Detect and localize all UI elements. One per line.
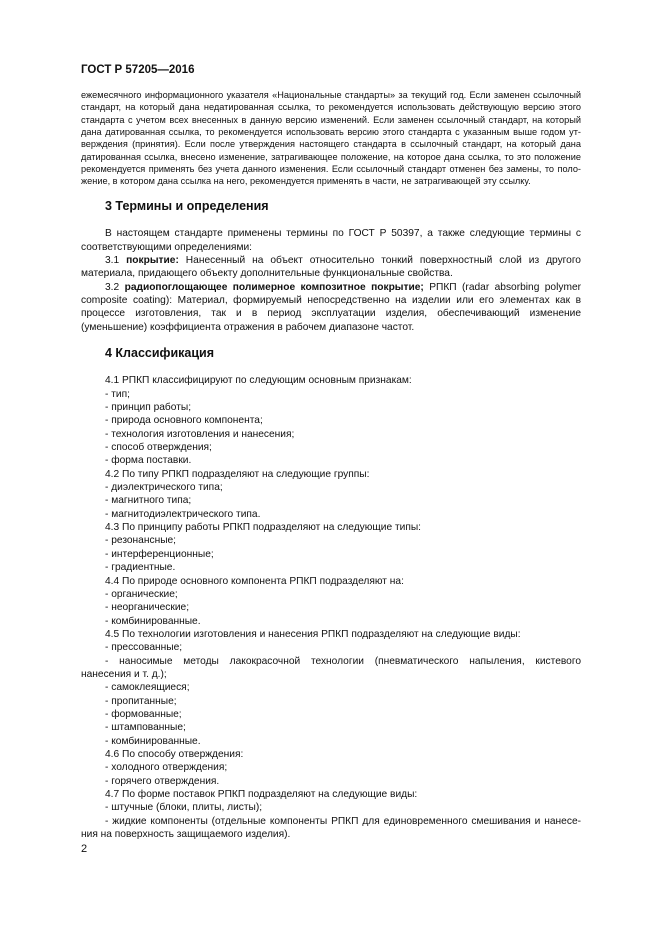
page-number: 2 (81, 843, 88, 855)
section-4-heading: 4 Классификация (105, 346, 215, 360)
list-item: - градиентные. (105, 562, 176, 574)
intro-line: датированная ссылка, внесено изменение, затрагивающее положение, на которое дана ссылка, то это положение (81, 151, 581, 162)
term-3-1-name: покрытие: (126, 255, 179, 267)
list-item: - неорганические; (105, 602, 190, 614)
list-item: - холодного отверждения; (105, 762, 228, 774)
list-item: - способ отверждения; (105, 442, 212, 454)
clause-line: 4.4 По природе основного компонента РПКП подразделяют на: (105, 575, 404, 587)
intro-line: ежемесячного информационного указателя «Национальные стандарты» за текущий год. Если заменен ссылочный (81, 90, 581, 100)
list-item: - форма поставки. (105, 455, 192, 467)
list-item: - магнитного типа; (105, 495, 192, 507)
section-3 (81, 200, 581, 334)
term-3-1-number: 3.1 (105, 255, 120, 267)
clause-line: 4.1 РПКП классифицируют по следующим основным признакам: (105, 375, 412, 387)
section-4 (81, 347, 581, 841)
intro-line: жение, в котором дана ссылка на него, рекомендуется применять в части, не затрагивающей эту ссылку. (81, 176, 531, 187)
term-3-1 (81, 254, 581, 281)
intro-line: дана датированная ссылка, то рекомендуется использовать версию этого стандарта с указанным выше годом ут- (81, 127, 581, 138)
list-item: - комбинированные. (105, 615, 201, 627)
section-3-heading: 3 Термины и определения (105, 199, 269, 213)
list-item: - прессованные; (105, 642, 183, 654)
intro-line: стандарт, на который дана недатированная ссылка, то рекомендуется использовать действующую версию этого (81, 102, 581, 113)
clause-line: 4.3 По принципу работы РПКП подразделяют на следующие типы: (105, 522, 421, 534)
list-item: - тип; (105, 388, 130, 400)
list-item: - природа основного компонента; (105, 415, 263, 427)
list-item: - интерференционные; (105, 548, 214, 560)
section-4-lines (81, 374, 581, 841)
list-item: - магнитодиэлектрического типа. (105, 508, 261, 520)
list-item: - штампованные; (105, 722, 186, 734)
intro-paragraph (81, 89, 581, 188)
term-3-2-name: радиопоглощающее полимерное композитное покрытие; (124, 281, 424, 293)
list-item: - органические; (105, 588, 178, 600)
clause-line: 4.7 По форме поставок РПКП подразделяют на следующие виды: (105, 789, 418, 800)
list-item: нанесения и т. д.); (81, 668, 167, 680)
clause-line: 4.6 По способу отверждения: (105, 748, 244, 760)
document-header: ГОСТ Р 57205—2016 (81, 64, 195, 76)
list-item: - пропитанные; (105, 695, 177, 707)
list-item: - самоклеящиеся; (105, 682, 190, 694)
list-item: - жидкие компоненты (отдельные компоненты РПКП для единовременного смешивания и нанесе- (105, 815, 581, 827)
list-item: - принцип работы; (105, 402, 192, 414)
list-item: - штучные (блоки, плиты, листы); (105, 802, 263, 814)
list-item: - диэлектрического типа; (105, 482, 223, 494)
list-item: - комбинированные. (105, 735, 201, 747)
clause-line: 4.2 По типу РПКП подразделяют на следующие группы: (105, 468, 370, 480)
intro-line: стандарта с учетом всех внесенных в данную версию изменений. Если заменен ссылочный стандарт, на который (81, 114, 581, 125)
list-item: - резонансные; (105, 535, 177, 547)
list-item: - горячего отверждения. (105, 775, 220, 787)
list-item: ния на поверхность защищаемого изделия). (81, 829, 291, 841)
term-3-2 (81, 281, 581, 334)
term-3-2-number: 3.2 (105, 281, 120, 293)
list-item: - наносимые методы лакокрасочной технологии (пневматического напыления, кистевого (105, 655, 581, 667)
clause-line: 4.5 По технологии изготовления и нанесения РПКП подразделяют на следующие виды: (105, 628, 521, 640)
section-3-intro: В настоящем стандарте применены термины по ГОСТ Р 50397, а также следующие термины с соответствующими определениями: (81, 228, 581, 253)
term-3-2-definition: РПКП (radar absorbing polymer composite coating): Материал, формируемый непосредственно на изделии или его элементах как в процессе изготовления, так и в период эксплуатации изделия, обеспечивающий изменение (уменьшение) коэффициента отражения в рабочем диапазоне частот. (81, 281, 581, 333)
list-item: - технология изготовления и нанесения; (105, 428, 295, 440)
term-3-1-definition: Нанесенный на объект относительно тонкий поверхностный слой из другого материала, придающего объекту дополнительные функциональные свойства. (81, 255, 581, 280)
list-item: - формованные; (105, 708, 182, 720)
intro-line: верждения (принятия). Если после утверждения настоящего стандарта в ссылочный стандарт, на который дана (81, 139, 581, 150)
intro-line: рекомендуется применять без учета данного изменения. Если ссылочный стандарт отменен без замены, то поло- (81, 164, 581, 175)
